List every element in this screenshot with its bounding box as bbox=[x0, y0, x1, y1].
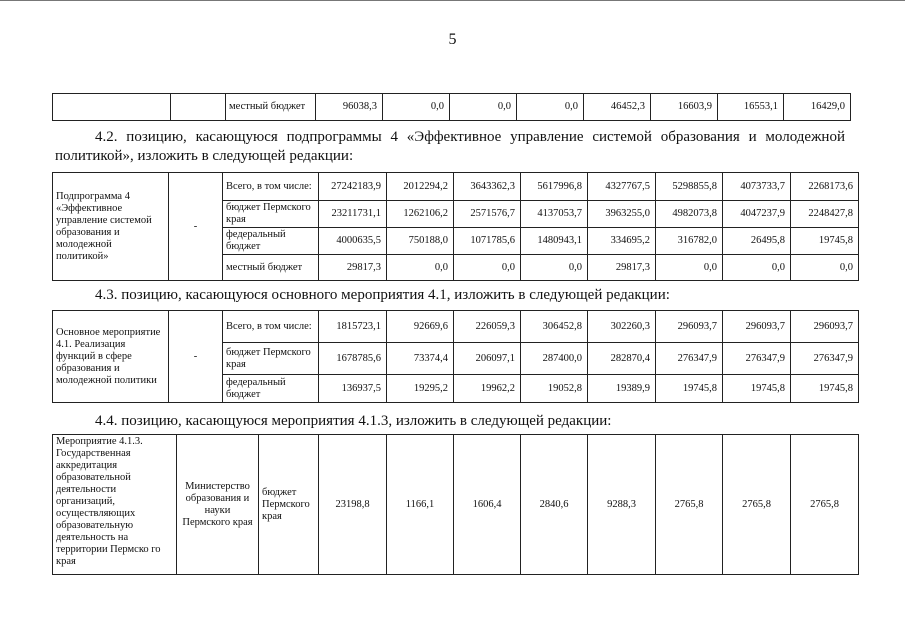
value-cell: 276347,9 bbox=[723, 343, 791, 375]
value-cell: 96038,3 bbox=[316, 94, 383, 121]
value-cell: 2765,8 bbox=[656, 435, 723, 575]
value-cell: 0,0 bbox=[791, 255, 859, 281]
table-main-activity-4-1 bbox=[52, 310, 859, 403]
name-cell: Основное мероприятие 4.1. Реализация функций в сфере образования и молодежной политики bbox=[53, 311, 169, 403]
value-cell: 306452,8 bbox=[521, 311, 588, 343]
name-cell: Мероприятие 4.1.3. Государственная аккредитация образовательной деятельности организаций, осуществляющих образовательную деятельность на территории Пермско го края bbox=[53, 435, 177, 575]
source-cell: местный бюджет bbox=[226, 94, 316, 121]
value-cell: 9288,3 bbox=[588, 435, 656, 575]
value-cell: 2268173,6 bbox=[791, 173, 859, 201]
paragraph-4-4: 4.4. позицию, касающуюся мероприятия 4.1.3, изложить в следующей редакции: bbox=[95, 413, 612, 429]
executor-cell bbox=[171, 94, 226, 121]
value-cell: 276347,9 bbox=[656, 343, 723, 375]
value-cell: 0,0 bbox=[656, 255, 723, 281]
table-continuation bbox=[52, 93, 851, 121]
value-cell: 2840,6 bbox=[521, 435, 588, 575]
name-cell: Подпрограмма 4 «Эффективное управление системой образования и молодежной политикой» bbox=[53, 173, 169, 281]
executor-cell: - bbox=[169, 173, 223, 281]
table-row bbox=[53, 173, 859, 201]
value-cell: 4000635,5 bbox=[319, 228, 387, 255]
value-cell: 19745,8 bbox=[791, 228, 859, 255]
value-cell: 316782,0 bbox=[656, 228, 723, 255]
value-cell: 750188,0 bbox=[387, 228, 454, 255]
source-cell: бюджет Пермского края bbox=[223, 343, 319, 375]
table-activity-4-1-3 bbox=[52, 434, 859, 575]
value-cell: 29817,3 bbox=[319, 255, 387, 281]
value-cell: 1166,1 bbox=[387, 435, 454, 575]
value-cell: 2012294,2 bbox=[387, 173, 454, 201]
source-cell: Всего, в том числе: bbox=[223, 311, 319, 343]
paragraph-4-2: 4.2. позицию, касающуюся подпрограммы 4 «Эффективное управление системой образования и молодежной политикой», изложить в следующей редакции: bbox=[55, 129, 845, 164]
value-cell: 73374,4 bbox=[387, 343, 454, 375]
value-cell: 16429,0 bbox=[784, 94, 851, 121]
page-top-border bbox=[0, 0, 905, 1]
value-cell: 4327767,5 bbox=[588, 173, 656, 201]
value-cell: 296093,7 bbox=[656, 311, 723, 343]
value-cell: 16603,9 bbox=[651, 94, 718, 121]
executor-cell: - bbox=[169, 311, 223, 403]
value-cell: 19295,2 bbox=[387, 375, 454, 403]
table-row bbox=[53, 435, 859, 575]
value-cell: 19745,8 bbox=[656, 375, 723, 403]
source-cell: бюджет Пермского края bbox=[223, 201, 319, 228]
value-cell: 1815723,1 bbox=[319, 311, 387, 343]
value-cell: 5617996,8 bbox=[521, 173, 588, 201]
page-number: 5 bbox=[448, 31, 457, 48]
value-cell: 19745,8 bbox=[791, 375, 859, 403]
value-cell: 1071785,6 bbox=[454, 228, 521, 255]
value-cell: 302260,3 bbox=[588, 311, 656, 343]
value-cell: 2248427,8 bbox=[791, 201, 859, 228]
value-cell: 334695,2 bbox=[588, 228, 656, 255]
value-cell: 206097,1 bbox=[454, 343, 521, 375]
source-cell: местный бюджет bbox=[223, 255, 319, 281]
value-cell: 29817,3 bbox=[588, 255, 656, 281]
value-cell: 2765,8 bbox=[723, 435, 791, 575]
value-cell: 26495,8 bbox=[723, 228, 791, 255]
value-cell: 23198,8 bbox=[319, 435, 387, 575]
value-cell: 5298855,8 bbox=[656, 173, 723, 201]
value-cell: 0,0 bbox=[450, 94, 517, 121]
executor-cell: Министерство образования и науки Пермского края bbox=[177, 435, 259, 575]
value-cell: 16553,1 bbox=[718, 94, 784, 121]
paragraph-4-3: 4.3. позицию, касающуюся основного мероприятия 4.1, изложить в следующей редакции: bbox=[95, 287, 670, 303]
value-cell: 296093,7 bbox=[723, 311, 791, 343]
value-cell: 19052,8 bbox=[521, 375, 588, 403]
value-cell: 1262106,2 bbox=[387, 201, 454, 228]
source-cell: Всего, в том числе: bbox=[223, 173, 319, 201]
value-cell: 23211731,1 bbox=[319, 201, 387, 228]
value-cell: 2571576,7 bbox=[454, 201, 521, 228]
value-cell: 1480943,1 bbox=[521, 228, 588, 255]
value-cell: 4073733,7 bbox=[723, 173, 791, 201]
value-cell: 0,0 bbox=[517, 94, 584, 121]
name-cell bbox=[53, 94, 171, 121]
value-cell: 282870,4 bbox=[588, 343, 656, 375]
value-cell: 92669,6 bbox=[387, 311, 454, 343]
value-cell: 0,0 bbox=[383, 94, 450, 121]
value-cell: 0,0 bbox=[454, 255, 521, 281]
source-cell: федеральный бюджет bbox=[223, 228, 319, 255]
value-cell: 1606,4 bbox=[454, 435, 521, 575]
value-cell: 3643362,3 bbox=[454, 173, 521, 201]
value-cell: 0,0 bbox=[723, 255, 791, 281]
source-cell: федеральный бюджет bbox=[223, 375, 319, 403]
value-cell: 287400,0 bbox=[521, 343, 588, 375]
value-cell: 226059,3 bbox=[454, 311, 521, 343]
table-row bbox=[53, 94, 851, 121]
value-cell: 0,0 bbox=[387, 255, 454, 281]
value-cell: 19389,9 bbox=[588, 375, 656, 403]
value-cell: 19962,2 bbox=[454, 375, 521, 403]
value-cell: 0,0 bbox=[521, 255, 588, 281]
value-cell: 27242183,9 bbox=[319, 173, 387, 201]
value-cell: 2765,8 bbox=[791, 435, 859, 575]
value-cell: 3963255,0 bbox=[588, 201, 656, 228]
source-cell: бюджет Пермского края bbox=[259, 435, 319, 575]
table-subprogram-4 bbox=[52, 172, 859, 281]
value-cell: 1678785,6 bbox=[319, 343, 387, 375]
value-cell: 296093,7 bbox=[791, 311, 859, 343]
value-cell: 276347,9 bbox=[791, 343, 859, 375]
value-cell: 4047237,9 bbox=[723, 201, 791, 228]
table-row bbox=[53, 311, 859, 343]
value-cell: 4982073,8 bbox=[656, 201, 723, 228]
value-cell: 136937,5 bbox=[319, 375, 387, 403]
value-cell: 4137053,7 bbox=[521, 201, 588, 228]
value-cell: 19745,8 bbox=[723, 375, 791, 403]
value-cell: 46452,3 bbox=[584, 94, 651, 121]
